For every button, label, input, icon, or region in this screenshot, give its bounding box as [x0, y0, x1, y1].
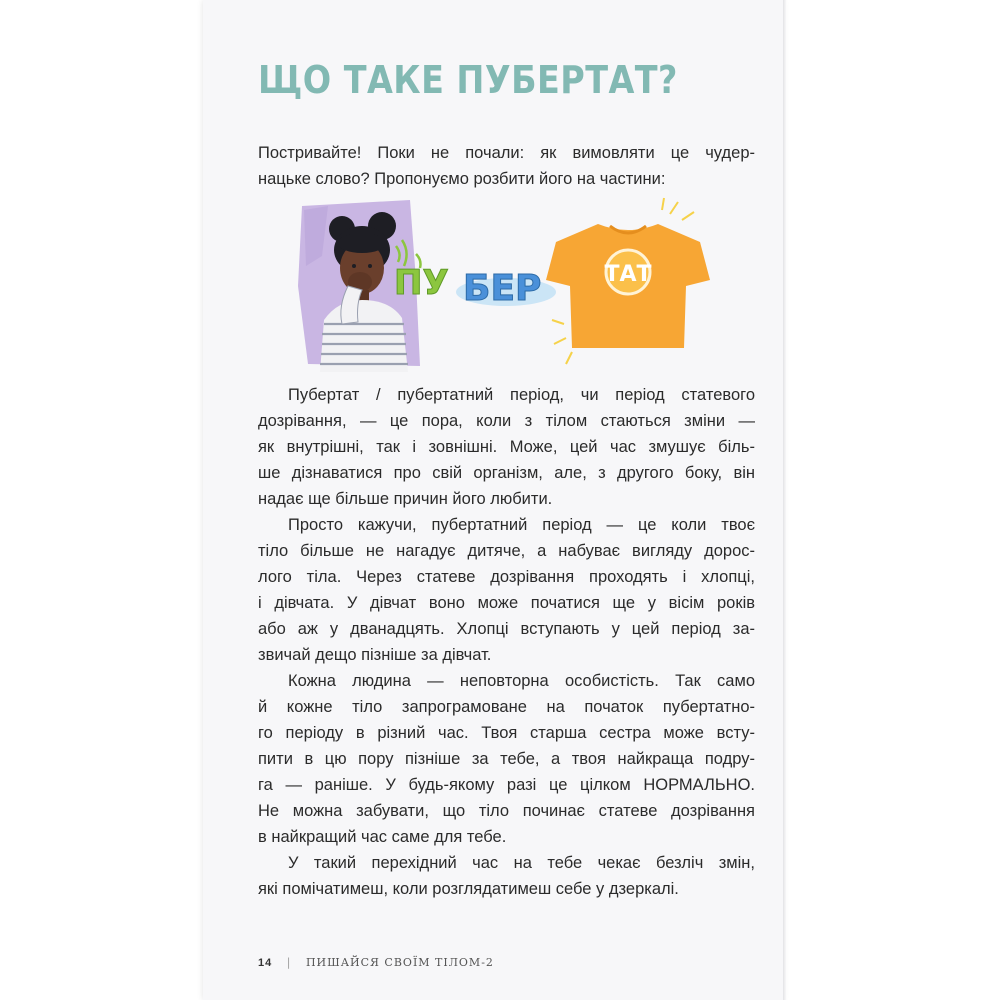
text-line: які помічатимеш, коли розглядатимеш себе у дзеркалі. [258, 880, 679, 898]
page-edge [783, 0, 787, 1000]
text-line: га — раніше. У будь-якому разі це цілком НОРМАЛЬНО. [258, 776, 755, 794]
text-line: Пубертат / пубертатний період, чи період статевого [288, 386, 755, 404]
text-line: Кожна людина — неповторна особистість. Так само [288, 672, 755, 690]
intro-line: Постривайте! Поки не почали: як вимовляти це чудер- [258, 144, 755, 162]
text-line: пити в цю пору пізніше за тебе, а твоя найкраща подру- [258, 750, 755, 768]
syllable-ber: БЕР [463, 268, 542, 309]
text-line: ше дізнаватися про свій організм, але, з другого боку, він [258, 464, 755, 482]
syllable-tat: ТАТ [604, 262, 652, 287]
footer-separator: | [286, 956, 292, 969]
text-line: го періоду в різний час. Твоя старша сестра може всту- [258, 724, 755, 742]
intro-paragraph [258, 140, 755, 192]
paragraph [258, 668, 755, 850]
page-footer [258, 956, 738, 969]
text-line: У такий перехідний час на тебе чекає безліч змін, [288, 854, 755, 872]
tshirt-illustration [546, 198, 710, 364]
paragraph [258, 382, 755, 512]
book-page [203, 0, 783, 1000]
paragraph [258, 850, 755, 902]
page-number: 14 [258, 957, 273, 969]
page-title: ЩО ТАКЕ ПУБЕРТАТ? [258, 58, 678, 102]
text-line: або аж у дванадцять. Хлопці вступають у цей період за- [258, 620, 755, 638]
text-line: Просто кажучи, пубертатний період — це коли твоє [288, 516, 755, 534]
running-title: ПИШАЙСЯ СВОЇМ ТІЛОМ-2 [305, 956, 494, 969]
text-line: дозрівання, — це пора, коли з тілом стаються зміни — [258, 412, 755, 430]
body-text [258, 382, 755, 902]
text-line: звичай дещо пізніше за дівчат. [258, 646, 492, 664]
text-line: надає ще більше причин його любити. [258, 490, 553, 508]
syllable-pu: ПУ [394, 263, 449, 303]
text-line: тіло більше не нагадує дитяче, а набуває вигляду дорос- [258, 542, 755, 560]
text-line: Не можна забувати, що тіло починає статеве дозрівання [258, 802, 755, 820]
paragraph [258, 512, 755, 668]
text-line: лого тіла. Через статеве дозрівання проходять і хлопці, [258, 568, 755, 586]
syllables-illustration [298, 196, 718, 372]
text-line: й кожне тіло запрограмоване на початок пубертатно- [258, 698, 755, 716]
text-line: як внутрішні, так і зовнішні. Може, цей час змушує біль- [258, 438, 755, 456]
text-line: в найкращий час саме для тебе. [258, 828, 507, 846]
intro-line: нацьке слово? Пропонуємо розбити його на частини: [258, 170, 666, 188]
text-line: і дівчата. У дівчат воно може початися ще у вісім років [258, 594, 755, 612]
